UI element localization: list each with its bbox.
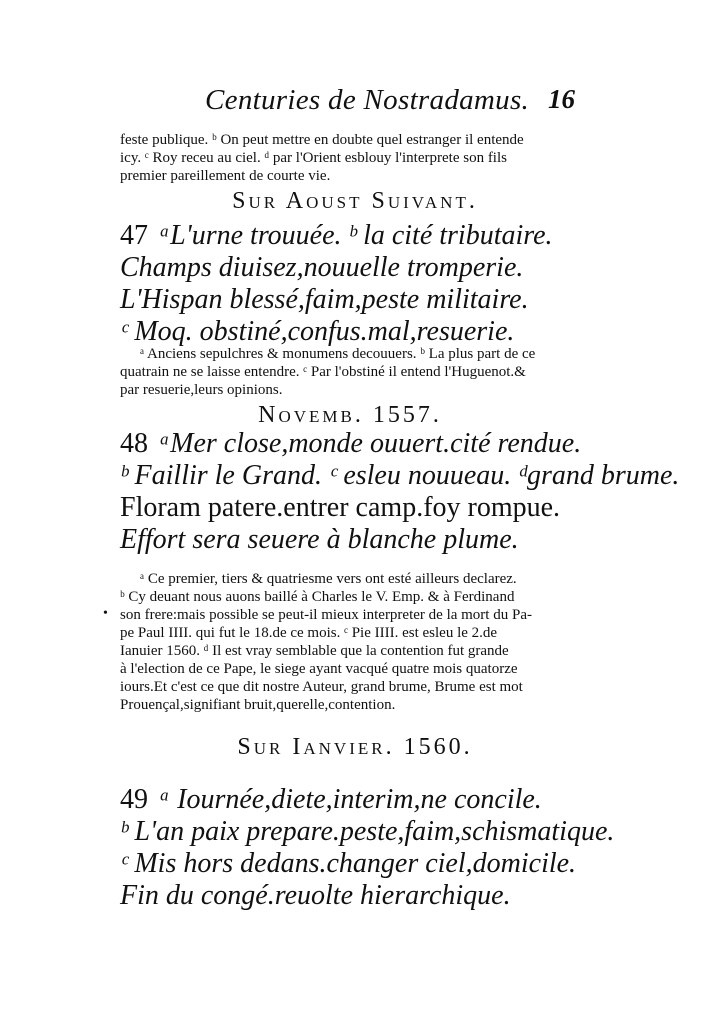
annotation-line: pe Paul IIII. qui fut le 18.de ce mois. ᶜ Pie IIII. est esleu le 2.de: [120, 625, 498, 641]
annotation-line: iours.Et c'est ce que dit nostre Auteur, grand brume, Brume est mot: [120, 679, 523, 695]
verse-text: ᵃL'urne trouuée. ᵇ la cité tributaire.: [159, 220, 553, 251]
verse-line: Fin du congé.reuolte hierarchique.: [120, 880, 511, 911]
annotation-line: son frere:mais possible se peut-il mieux interpreter de la mort du Pa-: [120, 607, 532, 623]
quatrain-number: 49: [120, 784, 148, 815]
top-note-line: icy. ᶜ Roy receu au ciel. ᵈ par l'Orient esblouy l'interprete son fils: [120, 150, 507, 166]
annotation-line: par resuerie,leurs opinions.: [120, 382, 283, 398]
verse-text: ᵃ Iournée,diete,interim,ne concile.: [159, 784, 542, 815]
top-note-line: feste publique. ᵇ On peut mettre en doubte quel estranger il entende: [120, 132, 524, 148]
annotation-line: à l'election de ce Pape, le siege ayant vacqué quatre mois quatorze: [120, 661, 518, 677]
running-title: Centuries de Nostradamus.: [205, 84, 530, 116]
section-heading: Sur Aoust Suivant.: [232, 188, 478, 214]
verse-line: ᵇ L'an paix prepare.peste,faim,schismatique.: [120, 816, 615, 847]
verse-line: ᶜ Moq. obstiné,confus.mal,resuerie.: [120, 316, 515, 347]
margin-bullet: •: [103, 606, 108, 621]
annotation-line: ᵃ Ce premier, tiers & quatriesme vers ont esté ailleurs declarez.: [140, 571, 517, 587]
section-heading: Sur Ianvier. 1560.: [237, 734, 473, 760]
section-heading: Novemb. 1557.: [258, 402, 442, 428]
quatrain-number: 48: [120, 428, 148, 459]
annotation-line: quatrain ne se laisse entendre. ᶜ Par l'obstiné il entend l'Huguenot.&: [120, 364, 526, 380]
top-note-line: premier pareillement de courte vie.: [120, 168, 331, 184]
annotation-line: ᵇ Cy deuant nous auons baillé à Charles le V. Emp. & à Ferdinand: [120, 589, 515, 605]
page-number: 16: [548, 84, 575, 114]
verse-line: L'Hispan blessé,faim,peste militaire.: [120, 284, 529, 315]
verse-line: [120, 220, 553, 252]
verse-line: [120, 428, 581, 460]
verse-text: ᵃMer close,monde ouuert.cité rendue.: [159, 428, 582, 459]
verse-line: Champs diuisez,nouuelle tromperie.: [120, 252, 524, 283]
verse-line: ᵇ Faillir le Grand. ᶜ esleu nouueau. ᵈgrand brume.: [120, 460, 680, 491]
annotation-line: Prouençal,signifiant bruit,querelle,contention.: [120, 697, 396, 713]
annotation-line: ᵃ Anciens sepulchres & monumens decouuers. ᵇ La plus part de ce: [140, 346, 536, 362]
annotation-line: Ianuier 1560. ᵈ Il est vray semblable que la contention fut grande: [120, 643, 509, 659]
quatrain-number: 47: [120, 220, 148, 251]
verse-line: [120, 784, 542, 816]
verse-line: Floram patere.entrer camp.foy rompue.: [120, 492, 561, 523]
verse-line: ᶜ Mis hors dedans.changer ciel,domicile.: [120, 848, 577, 879]
verse-line: Effort sera seuere à blanche plume.: [120, 524, 519, 555]
